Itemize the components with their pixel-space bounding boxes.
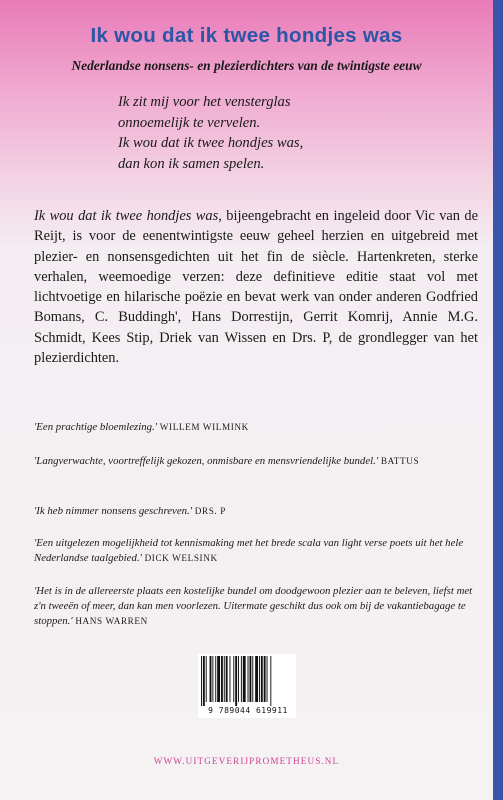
barcode-bar	[235, 656, 237, 706]
blurb	[34, 206, 478, 368]
blurb-book-title: Ik wou dat ik twee hondjes was	[34, 208, 219, 224]
quote-text: 'Het is in de allereerste plaats een kostelijke bundel om doodgewoon plezier aan te beleven, liefst met z'n tweeën of meer, dan kan men voorlezen. Uitermate geschikt dus ook om bij de vakantiebagage te stoppen.'	[34, 585, 473, 627]
barcode-bar	[259, 656, 260, 702]
barcode-bar	[267, 656, 268, 702]
barcode-bar	[217, 656, 220, 702]
barcode-bar	[210, 656, 212, 702]
review-quote	[34, 420, 482, 435]
spine-stripe	[493, 0, 503, 800]
barcode-bar	[252, 656, 253, 702]
barcode-bar	[230, 656, 231, 702]
quote-text: 'Een prachtige bloemlezing.'	[34, 421, 158, 433]
barcode-bar	[215, 656, 216, 702]
review-quote	[34, 504, 482, 519]
barcode-bar	[224, 656, 225, 702]
quote-text: 'Een uitgelezen mogelijkheid tot kennismaking met het brede scala van light verse poets uit het hele Nederlandse taalgebied.'	[34, 537, 464, 564]
quote-text: 'Langverwachte, voortreffelijk gekozen, onmisbare en mensvriendelijke bundel.'	[34, 455, 379, 467]
poem-line: Ik zit mij voor het vensterglas	[118, 94, 291, 110]
barcode-bar	[255, 656, 258, 702]
quote-author: WILLEM WILMINK	[159, 422, 249, 432]
poem-line: onnoemelijk te vervelen.	[118, 114, 261, 131]
book-title: Ik wou dat ik twee hondjes was	[90, 24, 403, 47]
quote-author: BATTUS	[380, 456, 420, 466]
publisher-website: WWW.UITGEVERIJPROMETHEUS.NL	[153, 756, 340, 766]
barcode-bar	[238, 656, 239, 702]
barcode-bar	[243, 656, 246, 702]
barcode-bar	[248, 656, 249, 702]
barcode-bar	[226, 656, 228, 702]
isbn-number: 9 789044 619911	[208, 706, 288, 715]
review-quote	[34, 454, 482, 469]
book-subtitle: Nederlandse nonsens- en plezierdichters van de twintigste eeuw	[71, 58, 422, 73]
poem	[118, 92, 478, 174]
blurb-text: , bijeengebracht en ingeleid door Vic van de Reijt, is voor de eenentwintigste eeuw geheel herzien en uitgebreid met plezier- en nonsensgedichten uit het fin de siècle. Hartenkreten, sterke verhalen, weemoedige verzen: deze definitieve editie staat vol met lichtvoetige en hilarische poëzie en bevat werk van onder anderen Godfried Bomans, C. Buddingh', Hans Dorrestijn, Gerrit Komrij, Annie M.G. Schmidt, Kees Stip, Driek van Wissen en Drs. P, de grondlegger van het plezierdichten.	[34, 208, 479, 367]
barcode-bar	[270, 656, 271, 706]
poem-line: Ik wou dat ik twee hondjes was,	[118, 135, 304, 151]
barcode-bar	[241, 656, 242, 702]
quote-text: 'Ik heb nimmer nonsens geschreven.'	[34, 505, 193, 517]
barcode-bar	[264, 656, 266, 702]
barcode-bar	[206, 656, 207, 702]
barcode-bar	[212, 656, 213, 702]
quote-author: DRS. P	[194, 506, 226, 516]
barcode-bar	[203, 656, 205, 706]
barcode-bar	[233, 656, 234, 702]
barcode-bars	[201, 656, 293, 706]
poem-line: dan kon ik samen spelen.	[118, 155, 265, 172]
quote-author: HANS WARREN	[75, 616, 148, 626]
barcode-bar	[221, 656, 223, 702]
barcode-bar	[261, 656, 263, 702]
review-quote	[34, 536, 482, 566]
barcode-bar	[201, 656, 202, 706]
quote-author: DICK WELSINK	[144, 553, 218, 563]
review-quote	[34, 584, 482, 629]
barcode-bar	[249, 656, 251, 702]
